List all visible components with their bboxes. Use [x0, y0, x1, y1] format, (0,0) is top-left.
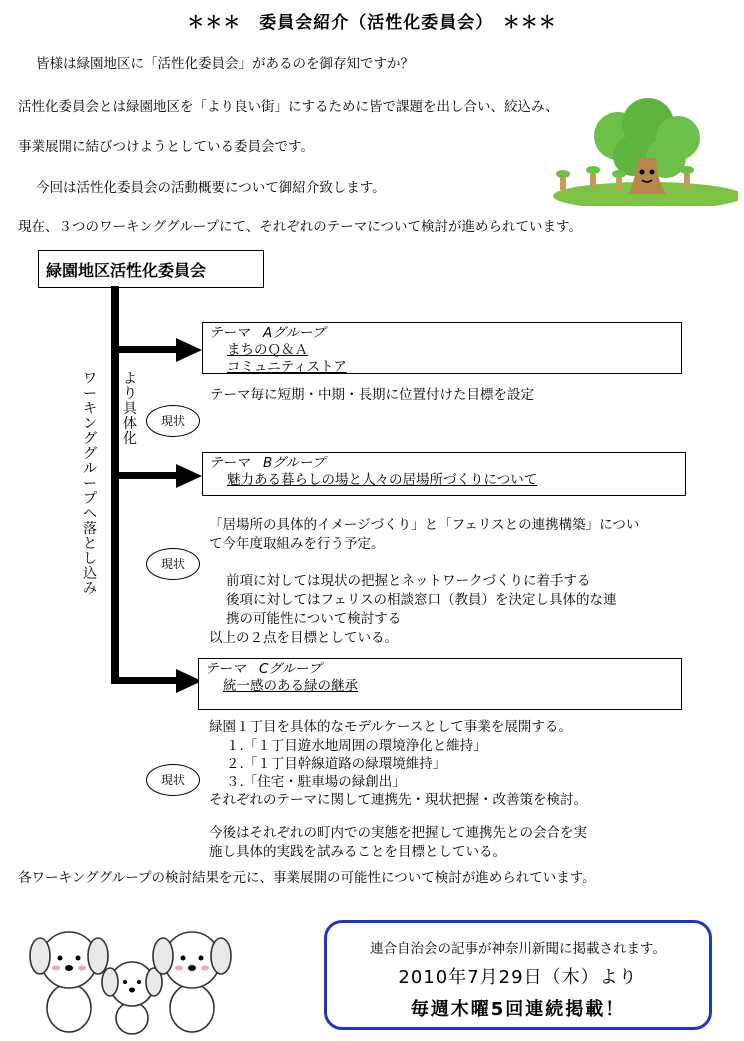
group-b-item-1: 魅力ある暮らしの場と人々の居場所づくりについて	[227, 472, 538, 488]
intro-line-5: 現在、３つのワーキンググループにて、それぞれのテーマについて検討が進められています。	[18, 219, 582, 235]
group-a-item-2: コミュニティストア	[227, 359, 347, 375]
branch-b-arrow-icon	[176, 464, 202, 488]
group-b-status-1: 「居場所の具体的イメージづくり」と「フェリスとの連携構築」につい	[209, 517, 640, 533]
root-committee-label: 緑園地区活性化委員会	[46, 261, 207, 280]
group-c-item-1: 統一感のある緑の継承	[223, 678, 358, 694]
dog-family-illustration	[24, 918, 236, 1036]
branch-a-arrow-icon	[176, 338, 202, 362]
group-b-box	[202, 452, 686, 496]
group-b-status-5: 後項に対してはフェリスの相談窓口（教員）を決定し具体的な連	[226, 592, 617, 608]
group-b-status-6: 携の可能性について検討する	[226, 611, 402, 627]
group-b-theme: テーマ Bグループ	[209, 455, 326, 471]
status-oval-c: 現状	[146, 764, 200, 796]
status-oval-a: 現状	[146, 405, 200, 437]
group-c-status-2: １.「１丁目遊水地周囲の環境浄化と維持」	[226, 738, 487, 754]
group-a-item-1: まちのＱ＆Ａ	[227, 342, 308, 358]
branch-b-line	[119, 472, 179, 479]
announcement-date: 2010年7月29日（木）より	[398, 967, 638, 988]
group-a-status: テーマ毎に短期・中期・長期に位置付けた目標を設定	[210, 387, 534, 403]
group-c-theme: テーマ Cグループ	[205, 661, 322, 677]
group-b-status-4: 前項に対しては現状の把握とネットワークづくりに着手する	[226, 573, 591, 589]
announcement-schedule: 毎週木曜5回連続掲載！	[410, 999, 626, 1020]
intro-line-2: 活性化委員会とは緑園地区を「より良い街」にするために皆で課題を出し合い、絞込み、	[18, 99, 559, 115]
group-b-status-2: て今年度取組みを行う予定。	[209, 536, 385, 552]
group-c-status-8: 施し具体的実践を試みることを目標としている。	[209, 844, 506, 860]
vertical-label-workgroup: ワーキンググループへ落とし込み	[83, 371, 97, 597]
group-a-theme: テーマ Aグループ	[209, 325, 326, 341]
branch-a-line	[119, 346, 179, 353]
status-oval-b: 現状	[146, 548, 200, 580]
group-c-status-5: それぞれのテーマに関して連携先・現状把握・改善策を検討。	[209, 792, 587, 808]
tree-trunk-line	[111, 286, 119, 684]
announcement-box	[324, 920, 712, 1030]
tree-illustration	[538, 96, 738, 206]
group-c-status-7: 今後はそれぞれの町内での実態を把握して連携先との会合を実	[209, 825, 587, 841]
intro-line-4: 今回は活性化委員会の活動概要について御紹介致します。	[36, 180, 386, 196]
group-b-status-7: 以上の２点を目標としている。	[209, 630, 398, 646]
vertical-label-concretize: より具体化	[123, 371, 137, 447]
branch-c-line	[119, 677, 179, 684]
closing-text: 各ワーキンググループの検討結果を元に、事業展開の可能性について検討が進められています。	[18, 870, 596, 886]
page-title: ＊＊＊ 委員会紹介（活性化委員会） ＊＊＊	[187, 13, 557, 33]
group-c-status-4: ３.「住宅・駐車場の緑創出」	[226, 774, 406, 790]
announcement-line-1: 連合自治会の記事が神奈川新聞に掲載されます。	[370, 941, 666, 957]
group-c-status-1: 緑園１丁目を具体的なモデルケースとして事業を展開する。	[209, 719, 572, 735]
intro-line-1: 皆様は緑園地区に「活性化委員会」があるのを御存知ですか？	[36, 56, 414, 72]
intro-line-3: 事業展開に結びつけようとしている委員会です。	[18, 139, 314, 155]
group-c-status-3: ２.「１丁目幹線道路の緑環境維持」	[226, 756, 447, 772]
group-a-box	[202, 322, 682, 374]
group-c-box	[198, 658, 682, 710]
